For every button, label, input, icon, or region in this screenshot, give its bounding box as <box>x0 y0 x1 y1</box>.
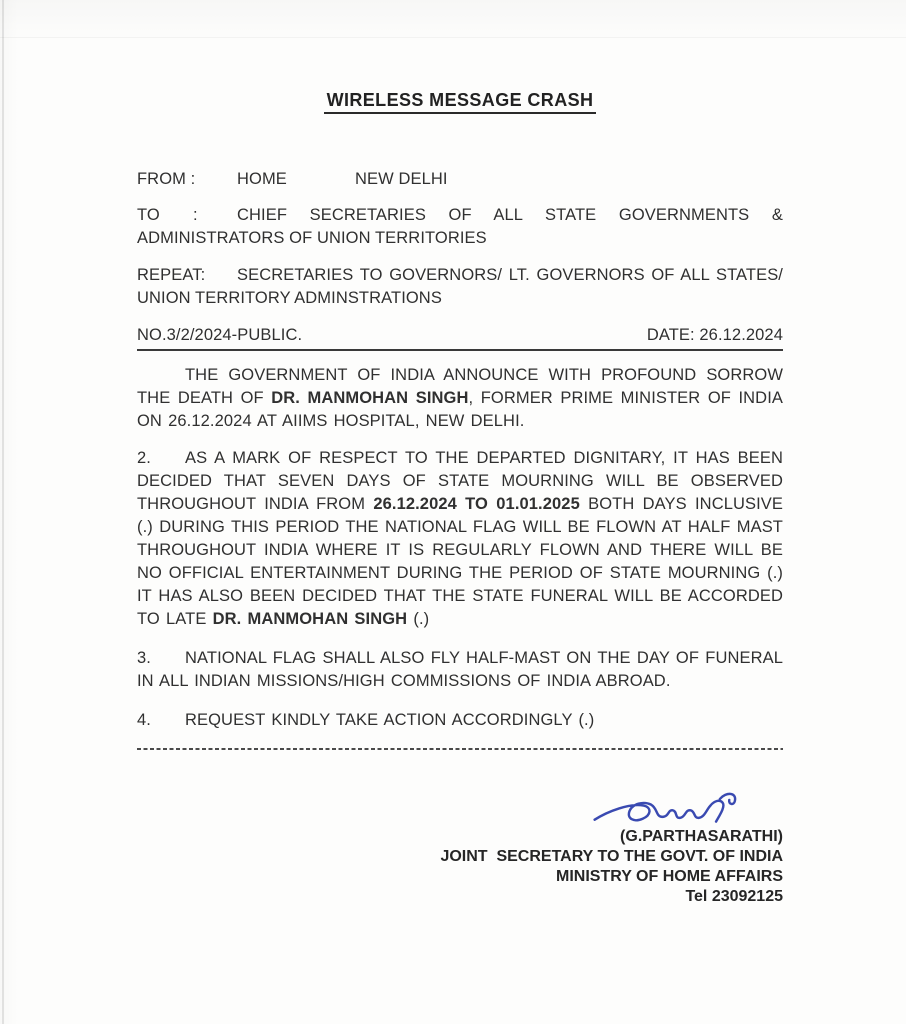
paragraph-text: BOTH DAYS INCLUSIVE (.) DURING THIS PERIOD THE NATIONAL FLAG WILL BE FLOWN AT HALF MAST THROUGHOUT INDIA WHERE IT IS REGULARLY FLOWN AND THERE WILL BE NO OFFICIAL ENTERTAINMENT DURING THE PERIOD OF STATE MOURNING (.) IT HAS ALSO BEEN DECIDED THAT THE STATE FUNERAL WILL BE ACCORDED TO LATE <box>137 495 783 628</box>
to-text: CHIEF SECRETARIES OF ALL STATE GOVERNMENTS & ADMINISTRATORS OF UNION TERRITORIES <box>137 206 783 247</box>
paragraph-announcement <box>137 364 783 433</box>
signatory-name: (G.PARTHASARATHI) <box>620 828 783 845</box>
paragraph-mourning <box>137 447 783 631</box>
paragraph-text: NATIONAL FLAG SHALL ALSO FLY HALF-MAST ON THE DAY OF FUNERAL IN ALL INDIAN MISSIONS/HIGH COMMISSIONS OF INDIA ABROAD. <box>137 649 783 690</box>
paragraph-text: AS A MARK OF RESPECT TO THE DEPARTED DIGNITARY, IT HAS BEEN DECIDED THAT SEVEN DAYS OF STATE MOURNING WILL BE OBSERVED THROUGHOUT INDIA FROM <box>137 449 783 513</box>
signatory-designation: JOINT SECRETARY TO THE GOVT. OF INDIA <box>440 848 783 865</box>
mourning-dates-bold: 26.12.2024 TO 01.01.2025 <box>373 495 580 513</box>
signatory-phone: Tel 23092125 <box>685 888 783 905</box>
repeat-text: SECRETARIES TO GOVERNORS/ LT. GOVERNORS OF ALL STATES/ UNION TERRITORY ADMINSTRATIONS <box>137 266 783 307</box>
paragraph-action <box>137 709 783 732</box>
paragraph-text: THE GOVERNMENT OF INDIA ANNOUNCE WITH PROFOUND SORROW THE DEATH OF <box>137 366 783 407</box>
paragraph-flag-abroad <box>137 647 783 693</box>
repeat-label: REPEAT: <box>137 266 206 284</box>
reference-date: DATE: 26.12.2024 <box>646 326 783 344</box>
to-block <box>137 204 783 250</box>
paragraph-text: , FORMER PRIME MINISTER OF INDIA ON 26.12.2024 AT AIIMS HOSPITAL, NEW DELHI. <box>137 389 783 430</box>
separator-dashed-line <box>137 748 783 750</box>
paragraph-number: 4. <box>137 711 151 729</box>
person-name-bold: DR. MANMOHAN SINGH <box>271 389 469 407</box>
title-row <box>137 90 783 114</box>
paragraph-number: 3. <box>137 649 151 667</box>
person-name-bold: DR. MANMOHAN SINGH <box>212 610 408 628</box>
paragraph-number: 2. <box>137 449 151 467</box>
reference-number: NO.3/2/2024-PUBLIC. <box>137 326 303 344</box>
repeat-block <box>137 264 783 310</box>
signature-block <box>137 790 783 907</box>
document-content <box>137 0 783 907</box>
document-title: WIRELESS MESSAGE CRASH <box>324 90 597 114</box>
from-row <box>137 168 783 191</box>
paragraph-text: REQUEST KINDLY TAKE ACTION ACCORDINGLY (.) <box>185 711 595 729</box>
to-label: TO <box>137 206 160 224</box>
signatory-department: MINISTRY OF HOME AFFAIRS <box>556 868 783 885</box>
to-colon: : <box>193 206 198 224</box>
scan-edge-artifact <box>2 0 4 1024</box>
reference-row <box>137 324 783 351</box>
from-office: HOME <box>237 170 287 188</box>
signature-stroke-main <box>595 801 724 822</box>
from-city: NEW DELHI <box>355 170 448 188</box>
from-label: FROM : <box>137 170 196 188</box>
paragraph-text: (.) <box>407 610 430 628</box>
